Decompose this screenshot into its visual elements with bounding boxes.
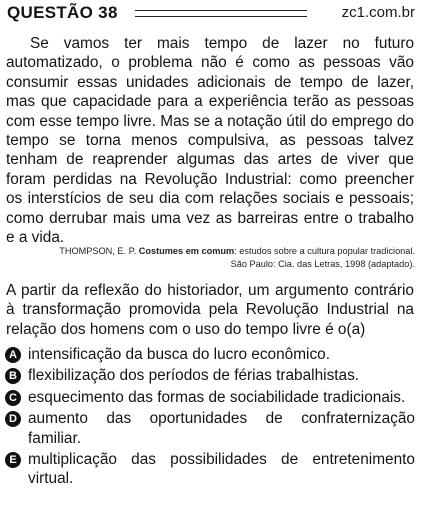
option-d-text: aumento das oportunidades de confraternização familiar.	[28, 410, 415, 447]
option-a[interactable]	[5, 345, 415, 364]
option-c-text: esquecimento das formas de sociabilidade tradicionais.	[28, 388, 406, 406]
reference-publisher: São Paulo: Cia. das Letras, 1998 (adaptado).	[230, 259, 415, 269]
option-b[interactable]	[5, 366, 415, 385]
option-b-text: flexibilização dos períodos de férias trabalhistas.	[28, 367, 360, 385]
reference-author: THOMPSON, E. P.	[59, 246, 137, 256]
option-d[interactable]	[5, 409, 415, 448]
reference-subtitle: : estudos sobre a cultura popular tradicional.	[234, 246, 415, 256]
option-d-letter-icon: D	[5, 411, 21, 427]
source-reference	[59, 245, 415, 271]
question-header	[7, 2, 415, 24]
passage-text: Se vamos ter mais tempo de lazer no futuro automatizado, o problema não é como as pessoas vão consumir essas unidades adicionais de tempo de lazer, mas que capacidade para a experiência terão as pessoas com esse tempo livre. Mas se a notação útil do emprego do tempo se torna menos compulsiva, as pessoas talvez tenham de reaprender algumas das artes de viver que foram perdidas na Revolução Industrial: como preencher os interstícios de seu dia com relações sociais e pessoais; como derrubar mais uma vez as barreiras entre o trabalho e a vida.	[6, 35, 414, 247]
option-e-text: multiplicação das possibilidades de entretenimento virtual.	[28, 451, 415, 488]
header-double-rule	[135, 10, 307, 17]
reference-title: Costumes em comum	[138, 246, 235, 256]
answer-options	[5, 345, 415, 491]
option-c-letter-icon: C	[5, 390, 21, 406]
option-e-letter-icon: E	[5, 452, 21, 468]
reference-line-1	[59, 245, 415, 258]
option-a-letter-icon: A	[5, 347, 21, 363]
option-a-text: intensificação da busca do lucro econômico.	[28, 346, 331, 363]
option-e[interactable]	[5, 450, 415, 489]
site-watermark: zc1.com.br	[341, 4, 415, 21]
option-c[interactable]	[5, 388, 415, 407]
option-b-letter-icon: B	[5, 368, 21, 384]
question-stem: A partir da reflexão do historiador, um argumento contrário à transformação promovida pela Revolução Industrial na relação dos homens com o uso do tempo livre é o(a)	[6, 282, 414, 338]
question-number: QUESTÃO 38	[7, 3, 118, 22]
